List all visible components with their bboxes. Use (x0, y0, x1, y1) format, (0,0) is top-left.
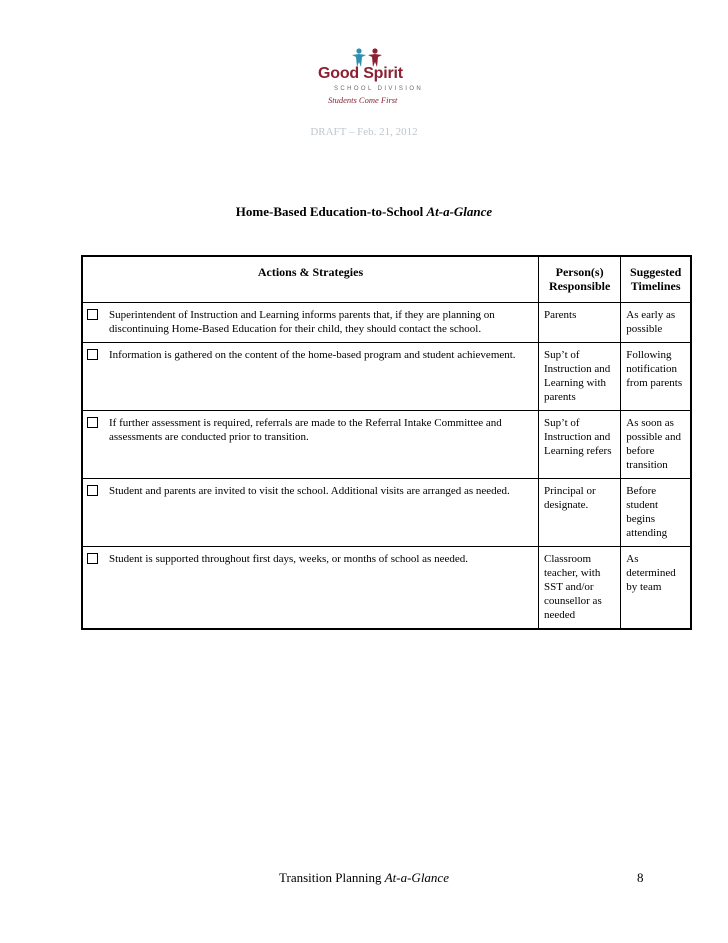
table-row (82, 478, 691, 546)
logo-tagline: Students Come First (328, 95, 398, 105)
title-main: Home-Based Education-to-School (235, 204, 424, 219)
checkbox[interactable] (87, 309, 98, 320)
page-number: 8 (637, 870, 644, 885)
action-cell (82, 302, 538, 342)
timeline-cell: As early as possible (621, 302, 691, 342)
table-row (82, 302, 691, 342)
header-actions: Actions & Strategies (82, 256, 538, 302)
checkbox[interactable] (87, 553, 98, 564)
person-cell: Classroom teacher, with SST and/or counsellor as needed (538, 546, 620, 629)
checkbox[interactable] (87, 349, 98, 360)
action-text: Student and parents are invited to visit the school. Additional visits are arranged as needed. (109, 484, 510, 497)
action-cell (82, 410, 538, 478)
footer-label-italic: At-a-Glance (384, 870, 449, 885)
header-timeline-line1: Suggested (629, 265, 682, 279)
action-cell (82, 546, 538, 629)
timeline-cell: Before student begins attending (621, 478, 691, 546)
action-text: Information is gathered on the content of the home-based program and student achievement. (109, 348, 516, 361)
person-cell: Sup’t of Instruction and Learning refers (538, 410, 620, 478)
checkbox[interactable] (87, 485, 98, 496)
transition-plan-table (81, 255, 692, 630)
timeline-cell: As determined by team (621, 546, 691, 629)
school-division-logo (316, 48, 424, 112)
person-cell: Sup’t of Instruction and Learning with parents (538, 342, 620, 410)
header-person-line1: Person(s) (555, 265, 604, 279)
header-timeline (621, 256, 691, 302)
logo-division: SCHOOL DIVISION (334, 86, 424, 92)
header-person-line2: Responsible (548, 279, 611, 293)
action-text: If further assessment is required, referrals are made to the Referral Intake Committee and assessments are conducted prior to transition. (109, 416, 502, 443)
table-row (82, 410, 691, 478)
timeline-cell: Following notification from parents (621, 342, 691, 410)
table-row (82, 546, 691, 629)
header-timeline-line2: Timelines (630, 279, 681, 293)
page-title (0, 204, 728, 220)
footer-label-main: Transition Planning (279, 870, 382, 885)
action-text: Superintendent of Instruction and Learning informs parents that, if they are planning on discontinuing Home-Based Education for their child, they should contact the school. (109, 308, 495, 335)
draft-note: DRAFT – Feb. 21, 2012 (310, 126, 418, 138)
timeline-cell: As soon as possible and before transition (621, 410, 691, 478)
table-row (82, 342, 691, 410)
logo-name: Good Spirit (318, 65, 403, 82)
action-cell (82, 342, 538, 410)
table-header-row (82, 256, 691, 302)
footer-label (0, 870, 728, 886)
action-cell (82, 478, 538, 546)
title-italic: At-a-Glance (426, 204, 493, 219)
header-person (538, 256, 620, 302)
checkbox[interactable] (87, 417, 98, 428)
person-cell: Parents (538, 302, 620, 342)
person-cell: Principal or designate. (538, 478, 620, 546)
action-text: Student is supported throughout first days, weeks, or months of school as needed. (109, 552, 468, 565)
